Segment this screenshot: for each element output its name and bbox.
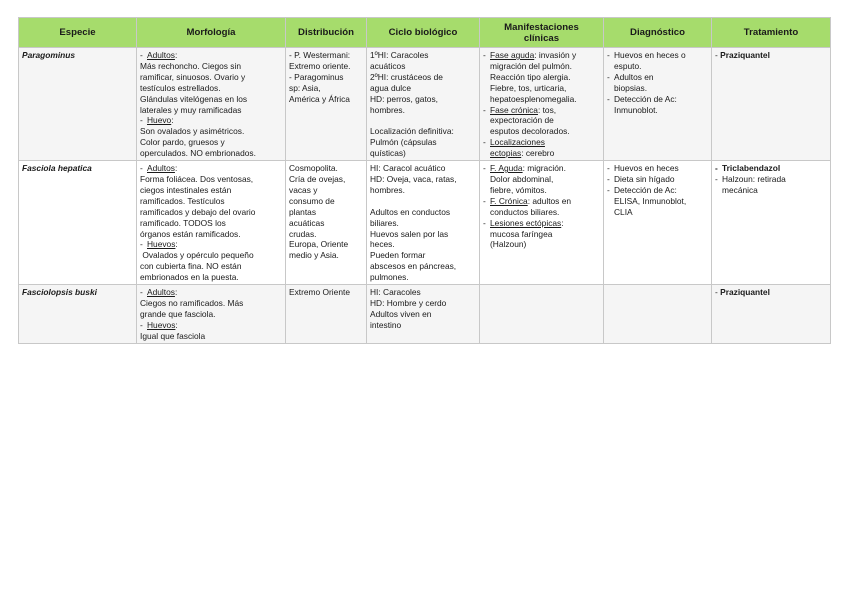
text-line: CLIA [614,206,633,217]
text-line: medio y Asia. [289,250,339,261]
text-line: plantas [289,206,317,217]
bullet-item: - Fase aguda: invasión y [483,50,600,61]
text-line: mecánica [722,184,758,195]
species-cell: Fasciolopsis buski [19,285,137,344]
text-line: ectopias: cerebro [490,148,555,159]
text-line: Dolor abdominal, [490,173,554,184]
ciclo-cell [367,285,480,344]
treatment-item: - Halzoun: retirada [715,174,827,185]
header-ciclo: Ciclo biológico [367,18,480,48]
text-line: vacas y [289,184,318,195]
bullet-label: - Adultos: [140,50,282,61]
text-line: consumo de [289,195,335,206]
tratamiento-cell [712,48,831,161]
diagnostico-cell [604,285,712,344]
header-manifestaciones [480,18,604,48]
distribucion-cell [286,285,367,344]
morfologia-cell [137,161,286,285]
text-line: hombres. [370,104,405,115]
bullet-label: - Adultos: [140,287,282,298]
header-diagnostico: Diagnóstico [604,18,712,48]
text-line: Ciegos no ramificados. Más [140,297,244,308]
treatment-item: - Praziquantel [715,287,770,298]
bullet-label: - Adultos: [140,163,282,174]
text-line: Color pardo, gruesos y [140,137,225,148]
text-line: acuáticos [370,60,406,71]
text-line: laterales y muy ramificadas [140,104,242,115]
text-line: Adultos en conductos [370,206,451,217]
text-line: Huevos salen por las [370,228,449,239]
blank-line [370,115,476,126]
bullet-label: - Huevo: [140,115,282,126]
diagnostico-cell [604,161,712,285]
bullet-item: - Adultos en [607,72,708,83]
text-line: embrionados en la puesta. [140,272,239,283]
text-line: Cosmopolita. [289,163,338,174]
text-line: HD: Oveja, vaca, ratas, [370,173,457,184]
text-line: operculados. NO embrionados. [140,148,256,159]
bullet-item: - Detección de Ac: [607,185,708,196]
text-line: Extremo Oriente [289,287,350,298]
ciclo-cell [367,161,480,285]
text-line: HI: Caracoles [370,287,421,298]
header-manif-line2: clínicas [523,32,560,44]
table-row [19,285,831,344]
text-line: ciegos intestinales están [140,184,232,195]
bullet-item: - Detección de Ac: [607,94,708,105]
header-morfologia: Morfología [137,18,286,48]
treatment-item: - Praziquantel [715,50,770,60]
text-line: HD: perros, gatos, [370,93,438,104]
text-line: biliares. [370,217,399,228]
table-row [19,48,831,161]
text-line: conductos biliares. [490,206,560,217]
text-line: migración del pulmón. [490,60,572,71]
text-line: ELISA, Inmunoblot, [614,195,687,206]
species-cell: Fasciola hepatica [19,161,137,285]
text-line: Ovalados y opérculo pequeño [140,250,254,261]
manifestaciones-cell [480,48,604,161]
header-distribucion: Distribución [286,18,367,48]
text-line: esputo. [614,60,642,71]
text-line: Europa, Oriente [289,239,349,250]
text-line: HD: Hombre y cerdo [370,297,447,308]
text-line: testículos estrellados. [140,82,221,93]
text-line: Localización definitiva: [370,126,454,137]
bullet-item: - Huevos en heces o [607,50,708,61]
morfologia-cell [137,285,286,344]
text-line: Inmunoblot. [614,104,658,115]
text-line: - P. Westermani: [289,50,351,60]
text-line: sp: Asia, [289,82,321,93]
text-line: pulmones. [370,272,409,283]
distribucion-cell [286,161,367,285]
header-row [19,18,831,48]
blank-line [370,196,476,207]
text-line: quísticas) [370,148,406,159]
bullet-item: - Localizaciones [483,137,600,148]
text-line: expectoración de [490,115,554,126]
species-cell: Paragominus [19,48,137,161]
text-line: Pulmón (cápsulas [370,137,437,148]
manifestaciones-cell [480,161,604,285]
bullet-item: - F. Aguda: migración. [483,163,600,174]
text-line: acuáticas [289,217,325,228]
text-line: grande que fasciola. [140,308,216,319]
text-line: crudas. [289,228,317,239]
distribucion-cell [286,48,367,161]
text-line: mucosa faríngea [490,228,553,239]
text-line: ramificar, sinuosos. Ovario y [140,71,246,82]
text-line: 1ºHI: Caracoles [370,50,429,60]
bullet-item: - Dieta sin hígado [607,174,708,185]
diagnostico-cell [604,48,712,161]
text-line: Más rechoncho. Ciegos sin [140,60,242,71]
text-line: ramificados y debajo del ovario [140,206,256,217]
text-line: Forma foliácea. Dos ventosas, [140,173,254,184]
text-line: hombres. [370,184,405,195]
treatment-item: - Triclabendazol [715,163,827,174]
text-line: hepatoesplenomegalia. [490,93,577,104]
bullet-item: - Fase crónica: tos, [483,105,600,116]
text-line: abscesos en páncreas, [370,261,457,272]
text-line: órganos están ramificados. [140,228,241,239]
text-line: Extremo oriente. [289,60,351,71]
text-line: Son ovalados y asimétricos. [140,126,245,137]
text-line: (Halzoun) [490,239,527,250]
text-line: esputos decolorados. [490,126,570,137]
text-line: ramificados. Testículos [140,195,225,206]
text-line: heces. [370,239,395,250]
bullet-label: - Huevos: [140,239,282,250]
text-line: Glándulas vitelógenas en los [140,93,248,104]
text-line: Pueden formar [370,250,426,261]
text-line: biopsias. [614,82,648,93]
tratamiento-cell [712,285,831,344]
text-line: Adultos viven en [370,308,432,319]
text-line: - Paragominus [289,71,344,82]
bullet-item: - Huevos en heces [607,163,708,174]
text-line: fiebre, vómitos. [490,184,547,195]
text-line: intestino [370,319,402,330]
bullet-item: - Lesiones ectópicas: [483,218,600,229]
text-line: agua dulce [370,82,411,93]
manifestaciones-cell [480,285,604,344]
text-line: Fiebre, tos, urticaria, [490,82,567,93]
parasite-table [18,17,831,344]
text-line: Reacción tipo alergia. [490,71,571,82]
morfologia-cell [137,48,286,161]
header-especie: Especie [19,18,137,48]
text-line: 2ºHI: crustáceos de [370,71,443,82]
table-row [19,161,831,285]
bullet-item: - F. Crónica: adultos en [483,196,600,207]
tratamiento-cell [712,161,831,285]
text-line: ramificado. TODOS los [140,217,226,228]
header-tratamiento: Tratamiento [712,18,831,48]
text-line: HI: Caracol acuático [370,163,446,174]
text-line: con cubierta fina. NO están [140,261,242,272]
bullet-label: - Huevos: [140,320,282,331]
text-line: Cría de ovejas, [289,173,346,184]
text-line: América y África [289,93,350,104]
ciclo-cell [367,48,480,161]
text-line: Igual que fasciola [140,330,206,341]
header-manif-line1: Manifestaciones [504,21,579,33]
